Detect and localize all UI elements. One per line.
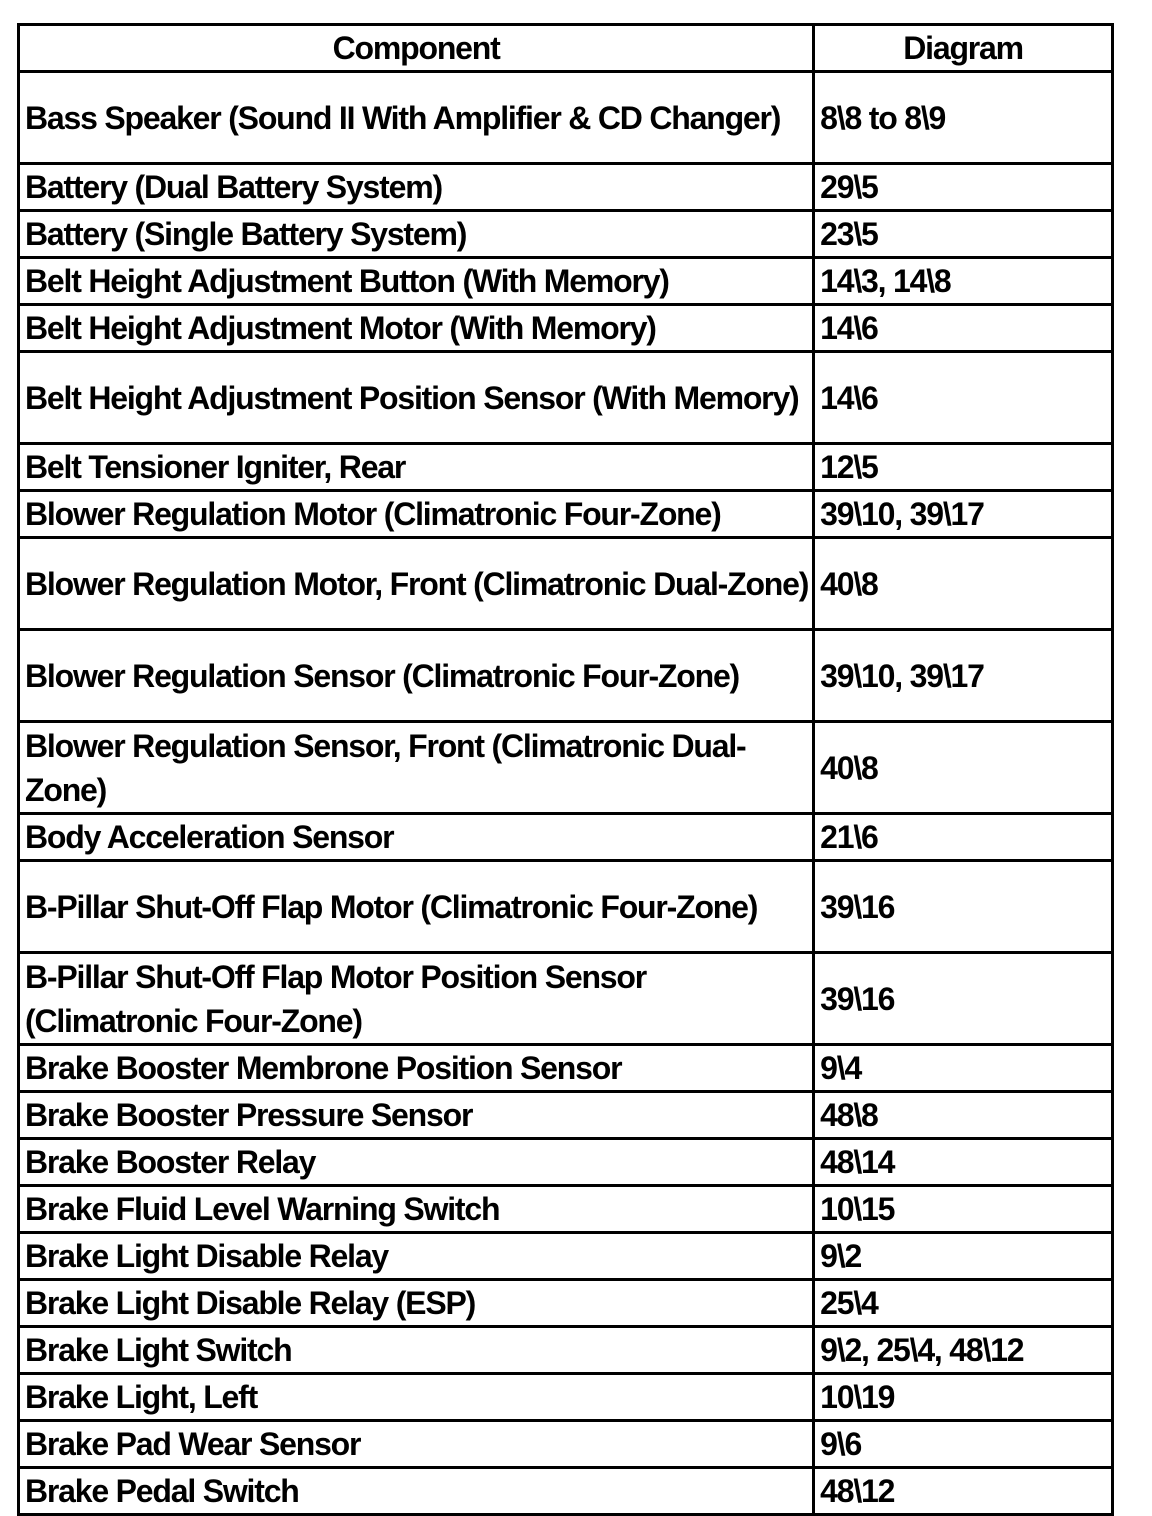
table-row <box>19 953 1113 1045</box>
component-cell: Brake Booster Pressure Sensor <box>19 1092 814 1139</box>
diagram-cell: 39\10, 39\17 <box>814 491 1113 538</box>
table-row <box>19 258 1113 305</box>
table-row <box>19 491 1113 538</box>
table-row <box>19 164 1113 211</box>
component-cell: Blower Regulation Motor (Climatronic Four-Zone) <box>19 491 814 538</box>
diagram-cell: 14\6 <box>814 305 1113 352</box>
component-column-header: Component <box>19 25 814 72</box>
component-cell: Brake Booster Membrone Position Sensor <box>19 1045 814 1092</box>
table-row <box>19 1045 1113 1092</box>
diagram-cell: 29\5 <box>814 164 1113 211</box>
table-body <box>19 72 1113 1515</box>
component-cell: Blower Regulation Sensor (Climatronic Four-Zone) <box>19 630 814 722</box>
component-cell: Belt Tensioner Igniter, Rear <box>19 444 814 491</box>
diagram-cell: 12\5 <box>814 444 1113 491</box>
diagram-cell: 9\6 <box>814 1421 1113 1468</box>
component-cell: Belt Height Adjustment Motor (With Memory) <box>19 305 814 352</box>
diagram-cell: 14\3, 14\8 <box>814 258 1113 305</box>
diagram-cell: 39\10, 39\17 <box>814 630 1113 722</box>
component-cell: Body Acceleration Sensor <box>19 814 814 861</box>
diagram-cell: 39\16 <box>814 953 1113 1045</box>
diagram-cell: 10\15 <box>814 1186 1113 1233</box>
table-row <box>19 1421 1113 1468</box>
diagram-column-header: Diagram <box>814 25 1113 72</box>
table-row <box>19 444 1113 491</box>
table-row <box>19 1092 1113 1139</box>
table-row <box>19 1280 1113 1327</box>
diagram-cell: 48\8 <box>814 1092 1113 1139</box>
table-row <box>19 630 1113 722</box>
component-cell: Brake Booster Relay <box>19 1139 814 1186</box>
table-row <box>19 722 1113 814</box>
table-row <box>19 211 1113 258</box>
table-row <box>19 1327 1113 1374</box>
component-cell: Blower Regulation Motor, Front (Climatronic Dual-Zone) <box>19 538 814 630</box>
table-row <box>19 305 1113 352</box>
diagram-cell: 39\16 <box>814 861 1113 953</box>
component-cell: Belt Height Adjustment Button (With Memory) <box>19 258 814 305</box>
component-cell: B-Pillar Shut-Off Flap Motor Position Sensor (Climatronic Four-Zone) <box>19 953 814 1045</box>
diagram-cell: 48\14 <box>814 1139 1113 1186</box>
diagram-cell: 48\12 <box>814 1468 1113 1515</box>
table-row <box>19 72 1113 164</box>
component-cell: Brake Pad Wear Sensor <box>19 1421 814 1468</box>
table-row <box>19 1186 1113 1233</box>
diagram-cell: 40\8 <box>814 538 1113 630</box>
component-cell: Blower Regulation Sensor, Front (Climatronic Dual-Zone) <box>19 722 814 814</box>
component-cell: Brake Pedal Switch <box>19 1468 814 1515</box>
component-cell: Brake Light Disable Relay (ESP) <box>19 1280 814 1327</box>
component-cell: Brake Fluid Level Warning Switch <box>19 1186 814 1233</box>
diagram-cell: 21\6 <box>814 814 1113 861</box>
component-diagram-table <box>17 23 1114 1516</box>
table-header-row <box>19 25 1113 72</box>
component-cell: Brake Light Switch <box>19 1327 814 1374</box>
diagram-cell: 8\8 to 8\9 <box>814 72 1113 164</box>
table-row <box>19 814 1113 861</box>
diagram-cell: 14\6 <box>814 352 1113 444</box>
component-cell: Battery (Single Battery System) <box>19 211 814 258</box>
component-cell: B-Pillar Shut-Off Flap Motor (Climatronic Four-Zone) <box>19 861 814 953</box>
component-cell: Brake Light Disable Relay <box>19 1233 814 1280</box>
diagram-cell: 9\2 <box>814 1233 1113 1280</box>
component-cell: Brake Light, Left <box>19 1374 814 1421</box>
diagram-cell: 9\4 <box>814 1045 1113 1092</box>
diagram-cell: 9\2, 25\4, 48\12 <box>814 1327 1113 1374</box>
table-row <box>19 1468 1113 1515</box>
table-row <box>19 1139 1113 1186</box>
diagram-cell: 40\8 <box>814 722 1113 814</box>
component-cell: Bass Speaker (Sound II With Amplifier & CD Changer) <box>19 72 814 164</box>
diagram-cell: 23\5 <box>814 211 1113 258</box>
component-cell: Belt Height Adjustment Position Sensor (With Memory) <box>19 352 814 444</box>
component-cell: Battery (Dual Battery System) <box>19 164 814 211</box>
table-row <box>19 538 1113 630</box>
table-row <box>19 1374 1113 1421</box>
diagram-cell: 10\19 <box>814 1374 1113 1421</box>
diagram-cell: 25\4 <box>814 1280 1113 1327</box>
table-row <box>19 352 1113 444</box>
table-row <box>19 861 1113 953</box>
table-row <box>19 1233 1113 1280</box>
